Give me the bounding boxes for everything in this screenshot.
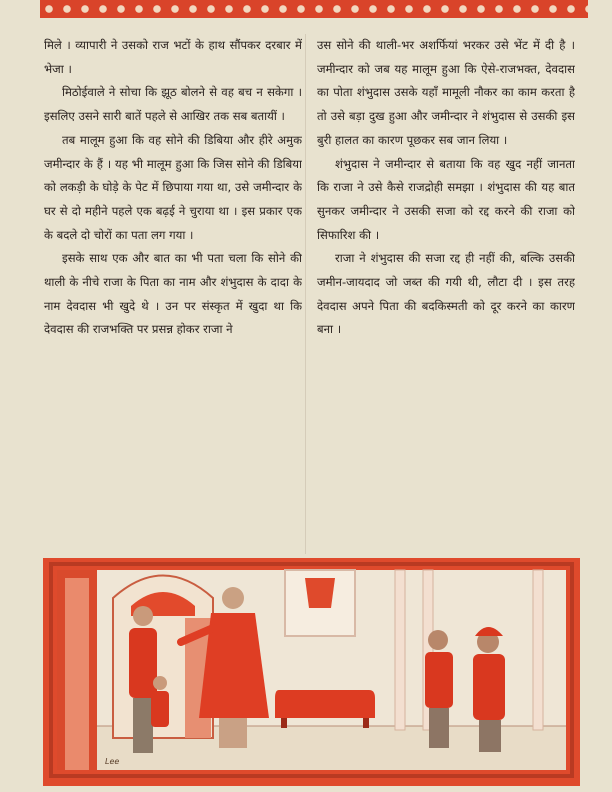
boy-legs — [133, 698, 153, 753]
column-divider — [305, 34, 306, 554]
decorative-top-border — [40, 0, 588, 18]
right-pillar-a — [395, 570, 405, 730]
paragraph: तब मालूम हुआ कि वह सोने की डिबिया और हीरे अमुक जमीन्दार के हैं । यह भी मालूम हुआ कि जिस सोने की डिबिया को लकड़ी के घोड़े के पेट में छिपाया गया था, उसे जमीन्दार के घर से दो महीने पहले एक बढ़ई ने चुराया था । इस प्रकार एक के बदले दो चोरों का पता लग गया । — [44, 132, 302, 242]
illustration-scene — [43, 558, 580, 786]
boy-body — [129, 628, 157, 698]
left-pillar-inner — [65, 578, 89, 770]
right-pillar-c — [533, 570, 543, 730]
man-one-head — [428, 630, 448, 650]
paragraph: राजा ने शंभुदास की सजा रद्द ही नहीं की, बल्कि उसकी जमीन-जायदाद जो जब्त की गयी थी, लौटा दी । इस तरह देवदास अपने पिता की बदकिस्मती को दूर करने का कारण बना । — [317, 251, 575, 337]
paragraph: मिले । व्यापारी ने उसको राज भटों के हाथ सौंपकर दरबार में भेजा । — [44, 38, 302, 76]
man-one-legs — [429, 708, 449, 748]
left-text-column — [44, 34, 302, 564]
illustration-signature: Lee — [105, 757, 120, 766]
couch-leg-right — [363, 718, 369, 728]
paragraph: मिठोईवाले ने सोचा कि झूठ बोलने से वह बच न सकेगा । इसलिए उसने सारी बातें पहले से आखिर तक सब बतायीं । — [44, 85, 302, 124]
right-text-column — [317, 34, 575, 564]
man-two-legs — [479, 720, 501, 752]
couch — [275, 690, 375, 718]
story-illustration — [43, 558, 580, 786]
paragraph: इसके साथ एक और बात का भी पता चला कि सोने की थाली के नीचे राजा के पिता का नाम और शंभुदास के दादा के नाम देवदास भी खुदे थे । उन पर संस्कृत में खुदा था कि देवदास की राजभक्ति पर प्रसन्न होकर राजा ने — [44, 251, 302, 337]
paragraph: शंभुदास ने जमीन्दार से बताया कि वह खुद नहीं जानता कि राजा ने उसे कैसे राजद्रोही समझा । शंभुदास की यह बात सुनकर जमीन्दार ने उसकी सजा को रद्द करने की राजा को सिफारिश की । — [317, 156, 575, 242]
child-head — [153, 676, 167, 690]
zamindar-legs — [219, 718, 247, 748]
man-one-body — [425, 652, 453, 708]
couch-leg-left — [281, 718, 287, 728]
zamindar-head — [222, 587, 244, 609]
boy-head — [133, 606, 153, 626]
child-body — [151, 691, 169, 727]
paragraph: उस सोने की थाली-भर अशर्फियां भरकर उसे भेंट में दी है । जमीन्दार को जब यह मालूम हुआ कि ऐसे-राजभक्त, देवदास का पोता शंभुदास उसके यहाँ मामूली नौकर का काम करता है तो उसे बड़ा दुख हुआ और जमीन्दार ने शंभुदास से उसकी इस बुरी हालत का कारण पूछकर सब जान लिया । — [317, 38, 575, 147]
man-two-body — [473, 654, 505, 720]
wall-figure — [305, 578, 335, 608]
